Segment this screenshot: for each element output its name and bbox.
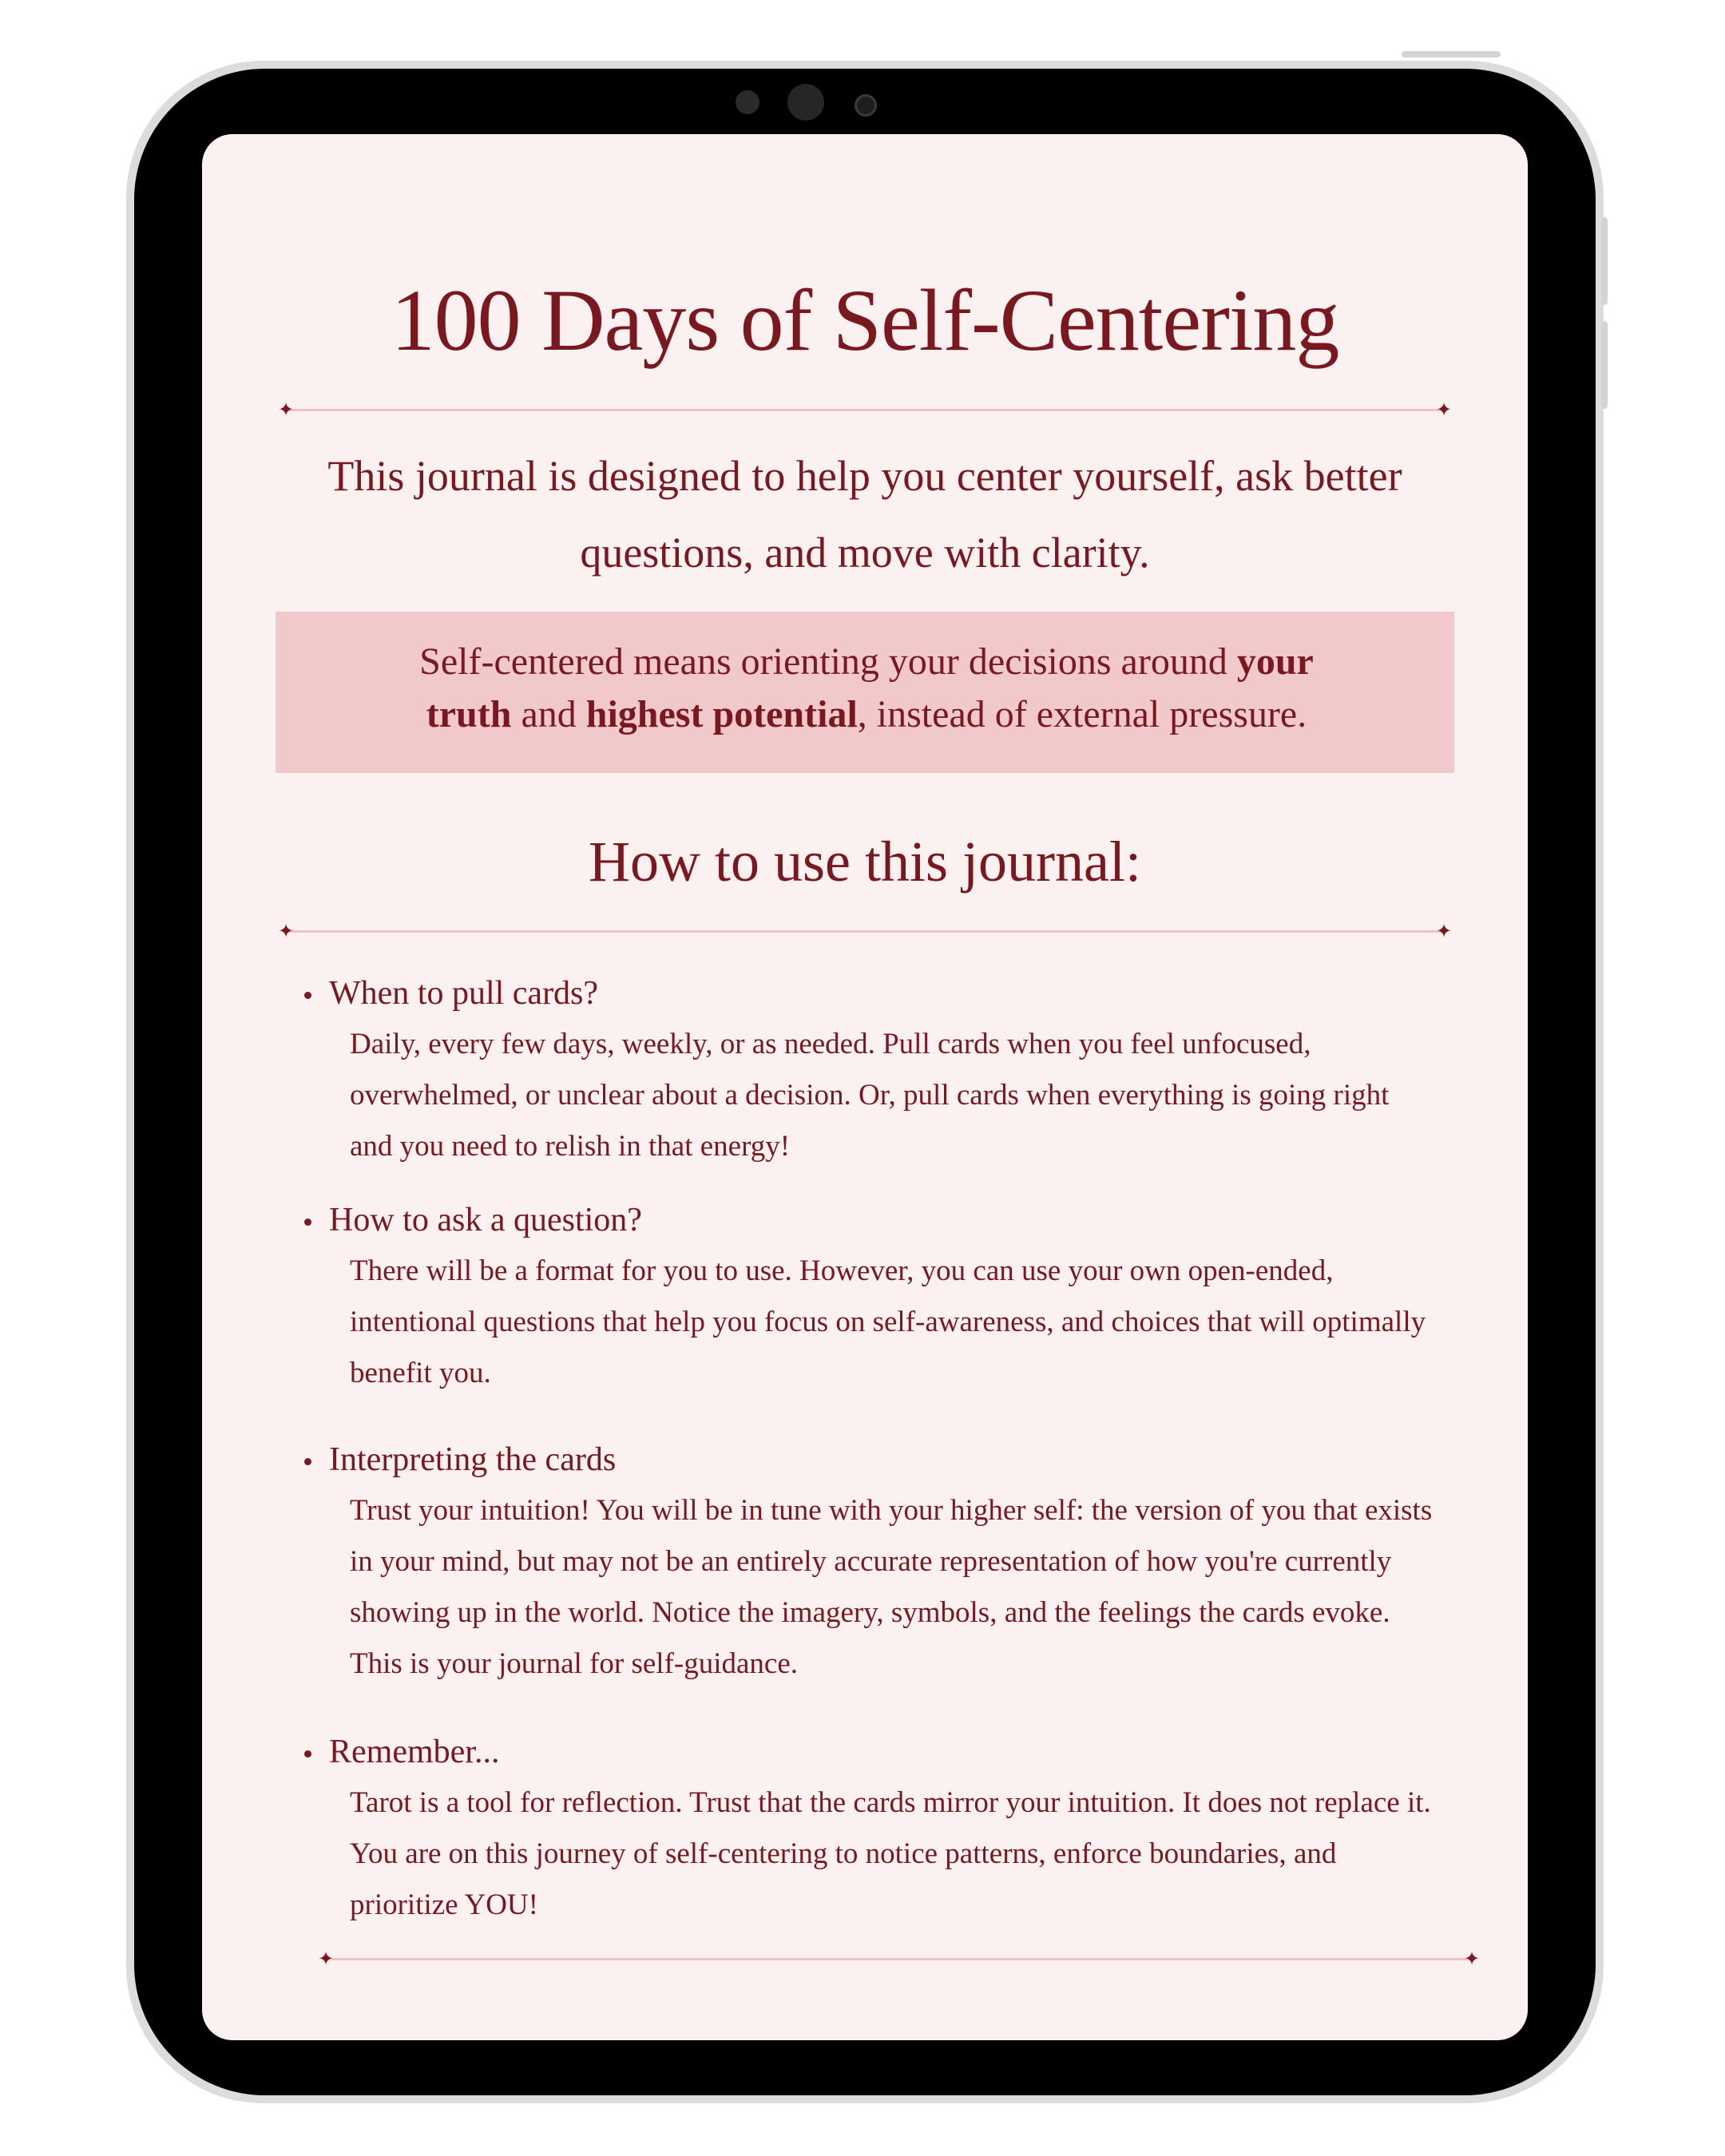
page-title: 100 Days of Self-Centering [391,271,1339,369]
definition-emphasis: highest potential [585,693,858,735]
item-heading: When to pull cards? [302,969,1436,1017]
list-item [302,969,1436,1172]
sparkle-icon: ✦ [277,920,295,942]
list-item [302,1436,1436,1690]
item-heading: How to ask a question? [302,1196,1436,1244]
item-body: Daily, every few days, weekly, or as needed. Pull cards when you feel unfocused, overwhelmed, or unclear about a decision. Or, pull cards when everything is going right and you need to relish in that energy! [350,1028,1390,1163]
intro-text: This journal is designed to help you center yourself, ask better questions, and move with clarity. [327,452,1402,577]
volume-down-button [1601,321,1608,409]
list-item [302,1196,1436,1399]
volume-up-button [1601,217,1608,305]
front-camera-icon [855,94,877,117]
title-divider [277,398,1453,421]
sparkle-icon: ✦ [1435,920,1453,942]
sensor-dot-icon [736,90,759,114]
definition-part: and [511,693,586,735]
item-body: There will be a format for you to use. However, you can use your own open-ended, intentional questions that help you focus on self-awareness, and choices that will optimally benefit you. [350,1254,1426,1389]
definition-emphasis: your truth [426,640,1314,735]
sparkle-icon: ✦ [317,1948,335,1970]
sparkle-icon: ✦ [1435,398,1453,421]
item-heading: Remember... [302,1728,1436,1776]
item-heading: Interpreting the cards [302,1436,1436,1484]
item-body: Trust your intuition! You will be in tune with your higher self: the version of you that exists in your mind, but may not be an entirely accurate representation of how you're currently showing up in the world. Notice the imagery, symbols, and the feelings the cards evoke. This is your journal for self-guidance. [350,1494,1433,1680]
sparkle-icon: ✦ [1463,1948,1481,1970]
sparkle-icon: ✦ [277,398,295,421]
top-button [1402,51,1501,57]
definition-callout [276,612,1454,773]
camera-lens-icon [787,84,824,121]
definition-part: , instead of external pressure. [857,693,1307,735]
definition-part: Self-centered means orienting your decisions around [419,640,1237,683]
footer-divider [317,1948,1481,1970]
definition-text [395,636,1338,741]
list-item [302,1728,1436,1931]
heading-divider [277,920,1453,942]
journal-page [202,134,1528,2040]
section-heading: How to use this journal: [589,830,1141,894]
item-body: Tarot is a tool for reflection. Trust that the cards mirror your intuition. It does not replace it. You are on this journey of self-centering to notice patterns, enforce boundaries, and prioritize YOU! [350,1786,1431,1921]
